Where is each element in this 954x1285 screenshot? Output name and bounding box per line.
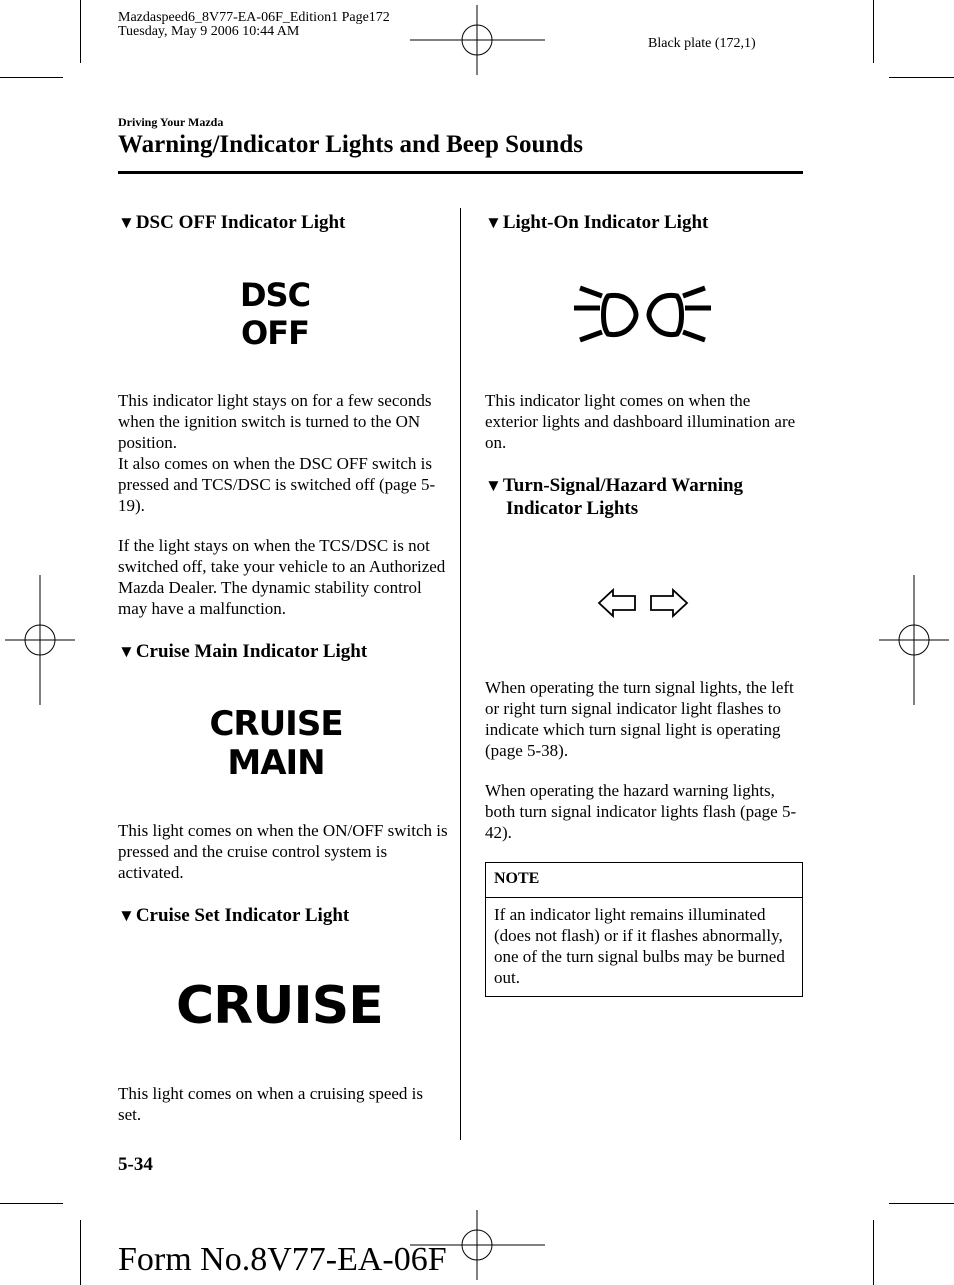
dsc-off-warning: If the light stays on when the TCS/DSC is not switched off, take your vehicle to an Authorized Mazda Dealer. The dynamic stability control may have a malfunction. [118,536,446,618]
triangle-icon: ▼ [485,213,502,232]
dsc-off-heading: ▼DSC OFF Indicator Light [118,212,346,233]
title-rule [118,171,803,174]
turn-signal-heading: ▼Turn-Signal/Hazard Warning Indicator Lights [485,475,744,519]
turn-arrows-icon [597,587,689,619]
triangle-icon: ▼ [118,906,135,925]
page-title: Warning/Indicator Lights and Beep Sounds [118,131,583,158]
cruise-set-description: This light comes on when a cruising speed is set. [118,1084,424,1124]
cruise-set-icon: CRUISE [176,976,383,1036]
light-on-description: This indicator light comes on when the exterior lights and dashboard illumination are on. [485,391,796,452]
turn-signal-description: When operating the turn signal lights, the left or right turn signal indicator light flashes to indicate which turn signal light is operating (page 5-38). [485,678,794,760]
section-label: Driving Your Mazda [118,115,224,129]
cruise-main-icon: CRUISE MAIN [209,704,343,783]
registration-mark-right [879,575,949,705]
print-plate-label: Black plate (172,1) [648,36,756,51]
cruise-set-heading: ▼Cruise Set Indicator Light [118,905,350,926]
print-header-line2: Tuesday, May 9 2006 10:44 AM [118,24,300,39]
headlight-icon [570,280,715,348]
hazard-description: When operating the hazard warning lights, both turn signal indicator lights flash (page 5-42). [485,781,797,842]
column-divider [460,208,461,1140]
light-on-heading: ▼Light-On Indicator Light [485,212,709,233]
cruise-main-heading: ▼Cruise Main Indicator Light [118,641,368,662]
cruise-main-description: This light comes on when the ON/OFF switch is pressed and the cruise control system is activated. [118,821,448,882]
dsc-off-description: This indicator light stays on for a few seconds when the ignition switch is turned to the ON position. It also comes on when the DSC OFF switch is pressed and TCS/DSC is switched off (page 5-19). [118,391,436,515]
note-body: If an indicator light remains illuminated (does not flash) or if it flashes abnormally, one of the turn signal bulbs may be burned out. [494,905,785,987]
page-number: 5-34 [118,1154,153,1175]
form-number: Form No.8V77-EA-06F [118,1241,447,1278]
print-header-line1: Mazdaspeed6_8V77-EA-06F_Edition1 Page172 [118,10,390,25]
triangle-icon: ▼ [118,642,135,661]
dsc-off-icon: DSC OFF [239,276,311,352]
registration-mark-left [5,575,75,705]
registration-mark-top [410,5,545,75]
triangle-icon: ▼ [485,476,502,495]
note-box [485,862,803,997]
note-title: NOTE [486,863,802,898]
triangle-icon: ▼ [118,213,135,232]
